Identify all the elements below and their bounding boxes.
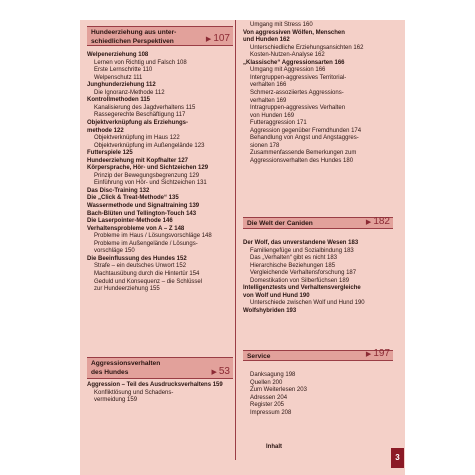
section-title: Hundeerziehung aus unter-	[91, 29, 177, 36]
toc-entry: Aggressionsverhalten des Hundes 180	[250, 157, 354, 164]
toc-entry: Das „Verhalten“ gibt es nicht 183	[250, 255, 338, 262]
toc-entry: Aggression – Teil des Ausdrucksverhaltens 159	[87, 382, 223, 388]
toc-entry: Einführung von Hör- und Sichtzeichen 131	[94, 180, 207, 187]
toc-entry: Machtausübung durch die Hintertür 154	[94, 270, 200, 277]
toc-entry: methode 122	[87, 127, 124, 134]
toc-entry: Die Ignoranz-Methode 112	[94, 89, 165, 96]
section-page-number: ▶ 197	[365, 348, 390, 359]
toc-entry: Kosten-Nutzen-Analyse 162	[250, 52, 325, 59]
toc-entry: verhalten 166	[250, 82, 287, 89]
toc-entry: Welpenerziehung 108	[87, 52, 149, 58]
toc-entry: Futteraggression 171	[250, 120, 307, 127]
toc-entry: Domestikation von Silberfüchsen 189	[250, 277, 350, 284]
toc-entry: Quellen 200	[250, 379, 283, 386]
toc-entry: verhalten 169	[250, 97, 287, 104]
toc-entry: Wolfshybriden 193	[243, 307, 297, 314]
arrow-right-icon: ▶	[205, 36, 212, 43]
toc-entry: Objektverknüpfung als Erziehungs-	[87, 119, 189, 126]
toc-entry: Unterschiede zwischen Wolf und Hund 190	[250, 300, 365, 307]
toc-entry: Danksagung 198	[250, 372, 296, 378]
footer-page-number: 3	[391, 448, 404, 468]
toc-entry: Umgang mit Stress 160	[250, 22, 313, 28]
toc-entry: Aggression gegenüber Fremdhunden 174	[250, 127, 362, 134]
toc-entry: Die „Click & Treat-Methode“ 135	[87, 195, 179, 202]
toc-entry: Zusammenfassende Bemerkungen zum	[250, 150, 357, 157]
toc-entry: von Hunden 169	[250, 112, 295, 119]
toc-entry: Zum Weiterlesen 203	[250, 387, 307, 394]
section-page-number: ▶ 107	[205, 33, 230, 44]
toc-entry: Geduld und Konsequenz – die Schlüssel	[94, 278, 203, 285]
toc-entry: Hundeerziehung mit Kopfhalter 127	[87, 157, 189, 164]
section-header	[243, 217, 393, 229]
section-title: Aggressionsverhalten	[91, 360, 161, 367]
toc-entry: Lernen von Richtig und Falsch 108	[94, 59, 187, 66]
toc-entry: Behandlung von Angst und Angstaggres-	[250, 135, 359, 142]
section-title: des Hundes	[91, 368, 129, 376]
toc-entry: Intelligenztests und Verhaltensvergleiche	[243, 285, 361, 292]
toc-entry: Objektverknüpfung im Haus 122	[94, 135, 180, 142]
toc-entry: von Wolf und Hund 190	[243, 292, 310, 299]
toc-entry: Welpenschutz 111	[94, 74, 143, 81]
toc-entry: Probleme im Außengelände / Lösungs-	[94, 240, 198, 247]
footer-section-label: Inhalt	[266, 444, 282, 450]
toc-entry: Register 205	[250, 402, 285, 409]
section-header	[87, 357, 233, 379]
section-page-number: ▶ 182	[365, 216, 390, 227]
toc-entry: Kanalisierung des Jagdverhaltens 115	[94, 104, 196, 111]
toc-entry: Vergleichende Verhaltensforschung 187	[250, 270, 357, 277]
toc-entry: vermeidung 159	[94, 397, 138, 404]
toc-entry: zur Hundeerziehung 155	[94, 286, 160, 293]
toc-entry: sionen 178	[250, 142, 280, 149]
toc-entry: Die Laserpointer-Methode 146	[87, 218, 173, 225]
toc-entry: Unterschiedliche Erziehungsansichten 162	[250, 44, 364, 51]
toc-entry: Körpersprache, Hör- und Sichtzeichen 129	[87, 165, 209, 172]
toc-entry: Objektverknüpfung im Außengelände 123	[94, 142, 205, 149]
toc-entry: Verhaltensprobleme von A – Z 148	[87, 225, 185, 232]
arrow-right-icon: ▶	[365, 219, 372, 226]
toc-entry: Wassermethode und Signaltraining 139	[87, 203, 200, 209]
section-header	[243, 350, 393, 361]
toc-entry: Bach-Blüten und Tellington-Touch 143	[87, 210, 197, 217]
toc-entry: Impressum 208	[250, 409, 292, 416]
toc-entry: Erste Lernschritte 110	[94, 67, 153, 74]
toc-entry: Intergruppen-aggressives Territorial-	[250, 74, 347, 81]
section-title: schiedlichen Perspektiven	[91, 37, 174, 45]
toc-entry: Familiengefüge und Sozialbindung 183	[250, 247, 354, 254]
section-title: Die Welt der Caniden	[247, 220, 313, 227]
toc-entry: Probleme im Haus / Lösungsvorschläge 148	[94, 233, 212, 240]
toc-entry: Umgang mit Aggression 166	[250, 67, 326, 74]
toc-entry: Konfliktlösung und Schadens-	[94, 389, 174, 396]
toc-entry: Hierarchische Beziehungen 185	[250, 262, 336, 269]
toc-entry: Junghunderziehung 112	[87, 82, 156, 89]
toc-entry: Der Wolf, das unverstandene Wesen 183	[243, 240, 359, 246]
toc-page	[80, 20, 405, 475]
toc-entry: Das Disc-Training 132	[87, 187, 150, 194]
section-header	[87, 26, 233, 46]
toc-entry: Adressen 204	[250, 394, 288, 401]
arrow-right-icon: ▶	[365, 351, 372, 358]
toc-entry: vorschläge 150	[94, 248, 135, 255]
section-title: Service	[247, 352, 271, 360]
column-divider	[235, 20, 236, 460]
arrow-right-icon: ▶	[211, 369, 217, 376]
toc-entry: Die Beeinflussung des Hundes 152	[87, 255, 187, 262]
toc-entry: Rassegerechte Beschäftigung 117	[94, 112, 186, 119]
section-page-number: ▶ 53	[211, 366, 230, 377]
toc-entry: Intragruppen-aggressives Verhalten	[250, 105, 346, 112]
toc-entry: Von aggressiven Wölfen, Menschen	[243, 29, 345, 36]
toc-entry: Schmerz-assoziiertes Aggressions-	[250, 89, 344, 96]
toc-entry: Futterspiele 125	[87, 150, 133, 157]
toc-entry: und Hunden 162	[243, 37, 290, 44]
toc-entry: Strafe – ein deutsches Unwort 152	[94, 263, 187, 270]
toc-entry: Kontrollmethoden 115	[87, 97, 151, 104]
toc-entry: Prinzip der Bewegungsbegrenzung 129	[94, 172, 200, 179]
toc-entry: „Klassische“ Aggressionsarten 166	[243, 59, 345, 66]
